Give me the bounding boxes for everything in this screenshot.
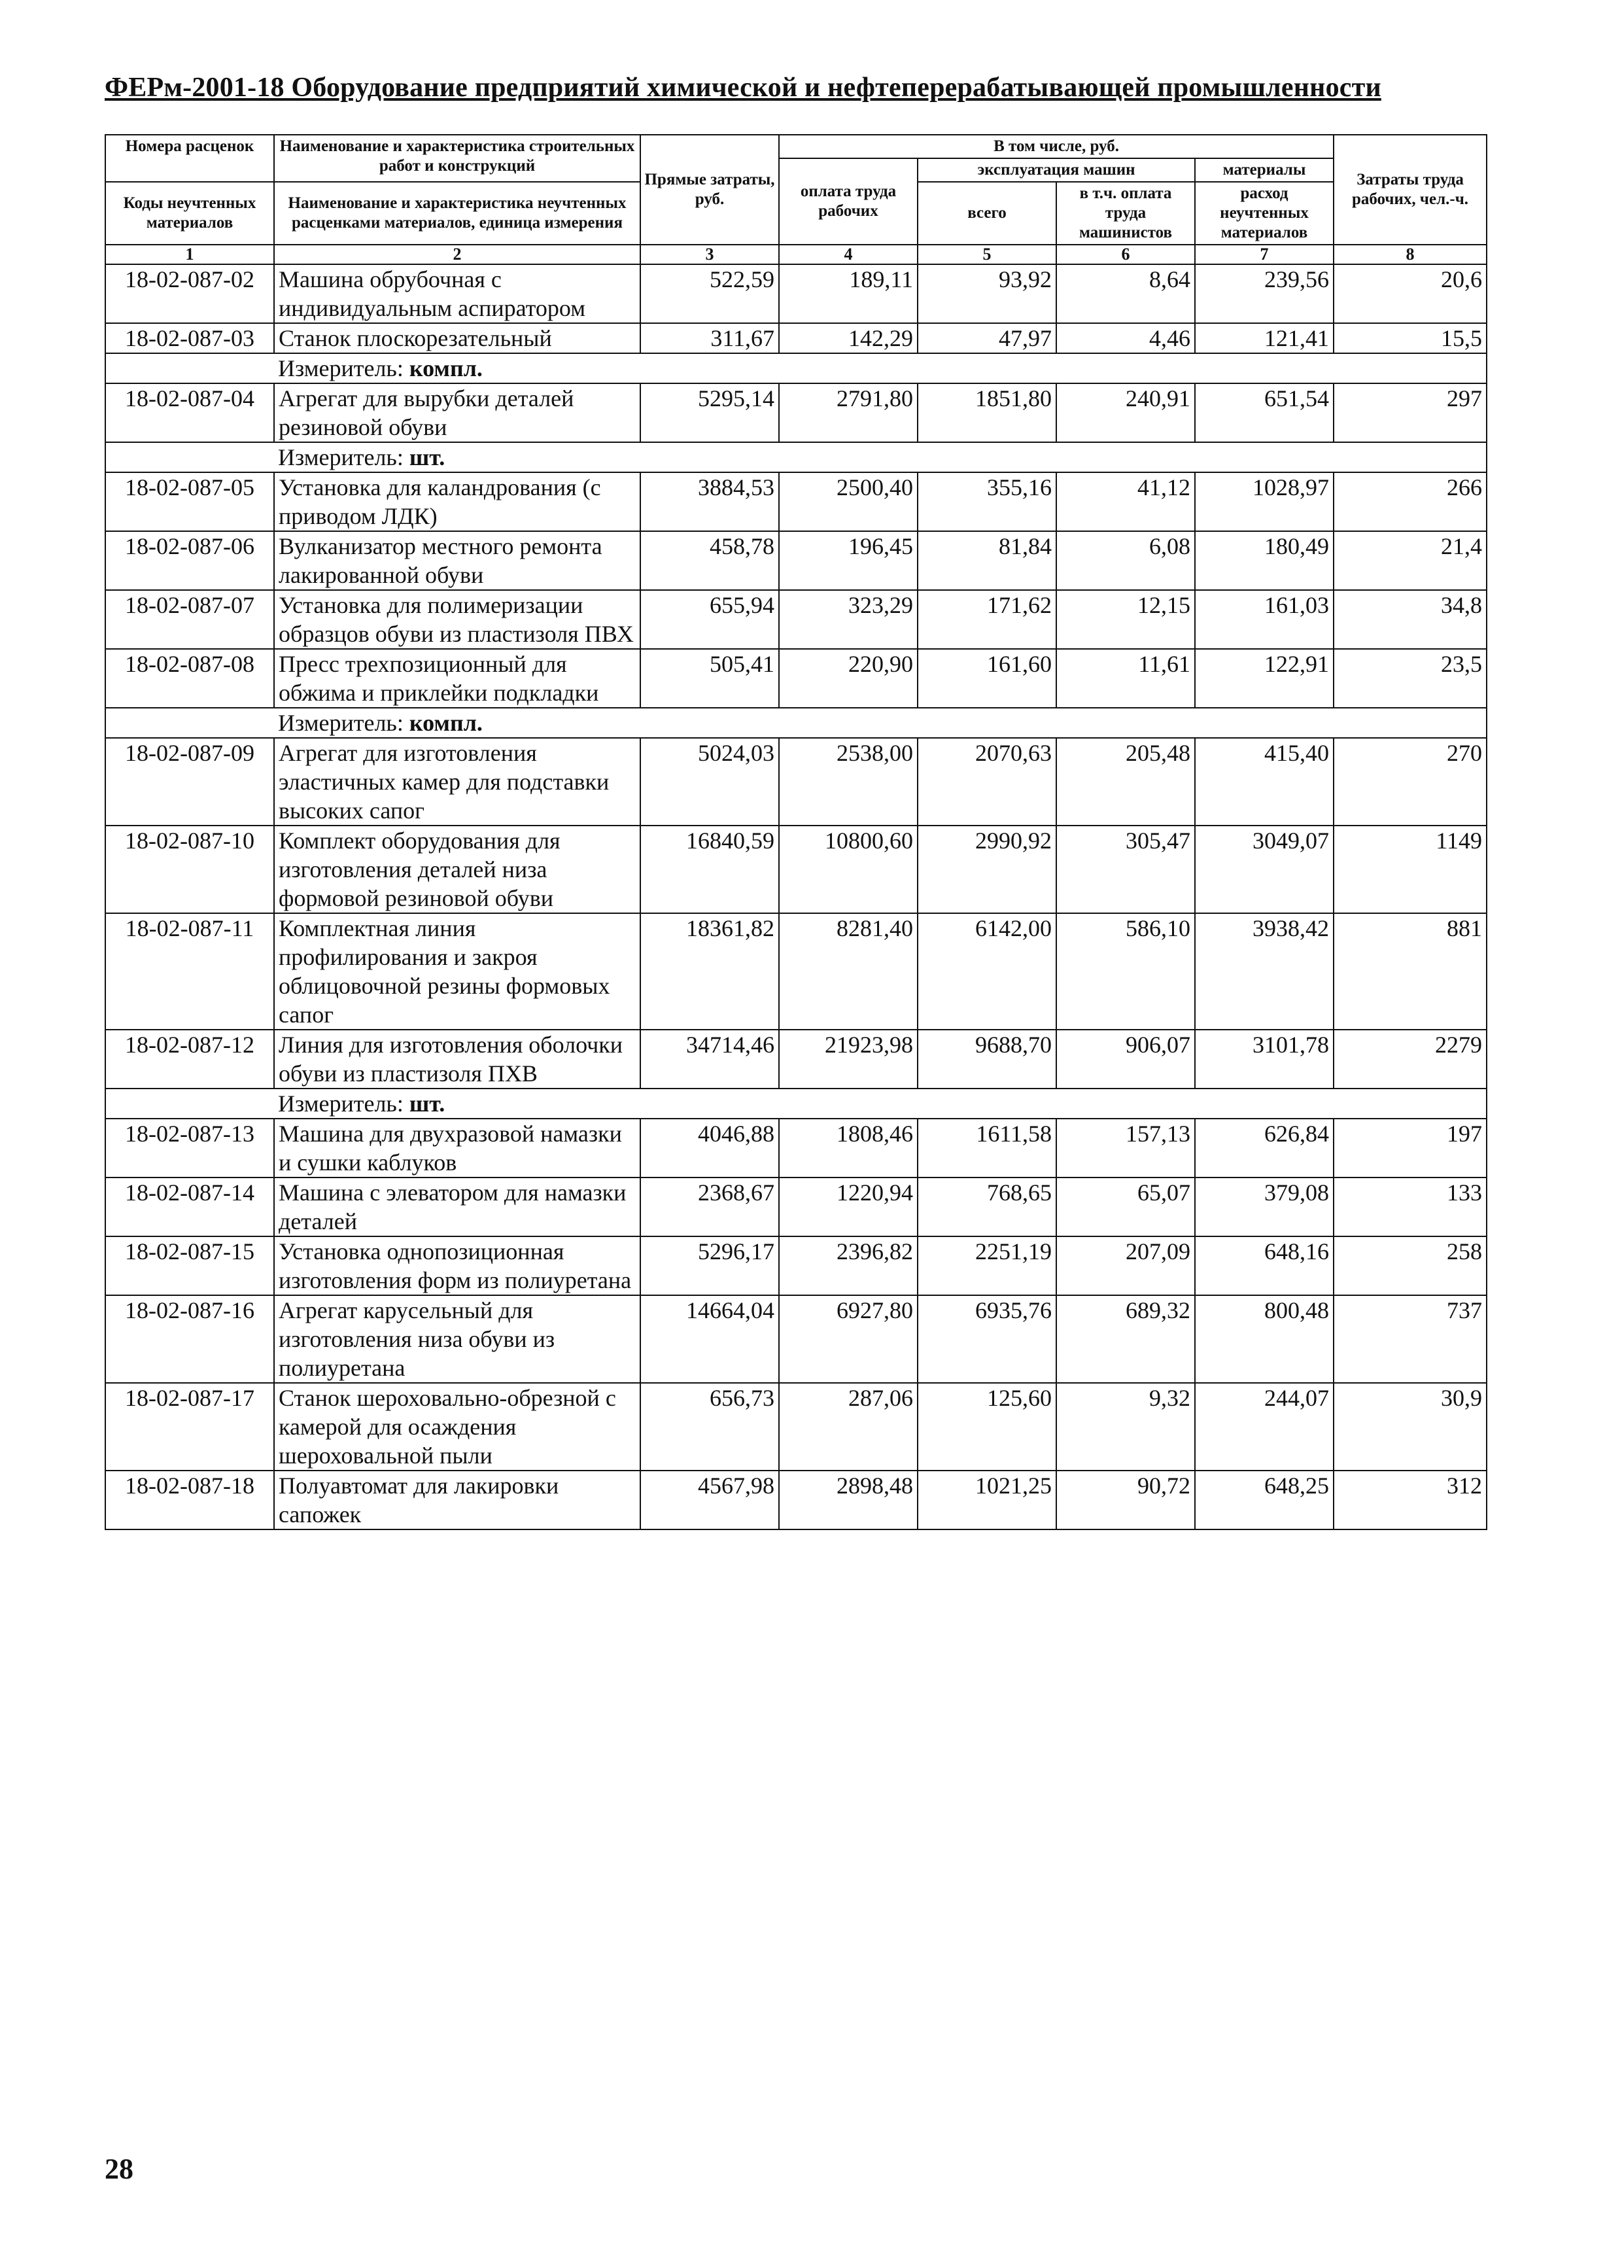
labor-hours: 15,5 (1334, 323, 1487, 353)
machines-total: 6935,76 (918, 1295, 1056, 1383)
rate-code: 18-02-087-15 (105, 1236, 274, 1295)
machines-total: 81,84 (918, 531, 1056, 590)
header-work-name: Наименование и характеристика строительных работ и конструкций (274, 135, 640, 182)
header-material-usage: расход неучтенных материалов (1195, 182, 1334, 245)
material-usage: 122,91 (1195, 649, 1334, 708)
work-name: Станок шероховально-обрезной с камерой для осаждения шероховальной пыли (274, 1383, 640, 1471)
labor-hours: 737 (1334, 1295, 1487, 1383)
material-usage: 239,56 (1195, 264, 1334, 323)
header-row-1 (105, 135, 1487, 158)
operator-pay: 157,13 (1056, 1119, 1195, 1178)
worker-pay: 189,11 (779, 264, 918, 323)
material-usage: 379,08 (1195, 1178, 1334, 1236)
machines-total: 2070,63 (918, 738, 1056, 826)
work-name: Машина для двухразовой намазки и сушки каблуков (274, 1119, 640, 1178)
unit-value: шт. (409, 1090, 445, 1117)
labor-hours: 34,8 (1334, 590, 1487, 649)
unit-label (274, 1089, 1487, 1119)
work-name: Агрегат карусельный для изготовления низа обуви из полиуретана (274, 1295, 640, 1383)
header-rate-numbers: Номера расценок (105, 135, 274, 182)
work-name: Пресс трехпозиционный для обжима и приклейки подкладки (274, 649, 640, 708)
worker-pay: 2500,40 (779, 472, 918, 531)
header-machines-total: всего (918, 182, 1056, 245)
material-usage: 3101,78 (1195, 1030, 1334, 1089)
material-usage: 1028,97 (1195, 472, 1334, 531)
material-usage: 121,41 (1195, 323, 1334, 353)
material-usage: 244,07 (1195, 1383, 1334, 1471)
header-material-name: Наименование и характеристика неучтенных расценками материалов, единица измерения (274, 182, 640, 245)
worker-pay: 287,06 (779, 1383, 918, 1471)
direct-costs: 16840,59 (640, 826, 779, 913)
material-usage: 651,54 (1195, 383, 1334, 442)
direct-costs: 656,73 (640, 1383, 779, 1471)
unit-value: компл. (409, 710, 483, 736)
labor-hours: 30,9 (1334, 1383, 1487, 1471)
rate-code: 18-02-087-07 (105, 590, 274, 649)
direct-costs: 5295,14 (640, 383, 779, 442)
machines-total: 161,60 (918, 649, 1056, 708)
direct-costs: 5296,17 (640, 1236, 779, 1295)
machines-total: 125,60 (918, 1383, 1056, 1471)
machines-total: 47,97 (918, 323, 1056, 353)
header-worker-pay: оплата труда рабочих (779, 158, 918, 245)
worker-pay: 220,90 (779, 649, 918, 708)
table-row (105, 531, 1487, 590)
direct-costs: 5024,03 (640, 738, 779, 826)
rate-code: 18-02-087-10 (105, 826, 274, 913)
rate-code: 18-02-087-12 (105, 1030, 274, 1089)
unit-value: шт. (409, 444, 445, 470)
operator-pay: 11,61 (1056, 649, 1195, 708)
table-body (105, 135, 1487, 1529)
work-name: Вулканизатор местного ремонта лакированной обуви (274, 531, 640, 590)
table-row (105, 1030, 1487, 1089)
worker-pay: 6927,80 (779, 1295, 918, 1383)
machines-total: 9688,70 (918, 1030, 1056, 1089)
operator-pay: 240,91 (1056, 383, 1195, 442)
work-name: Установка для полимеризации образцов обуви из пластизоля ПВХ (274, 590, 640, 649)
direct-costs: 522,59 (640, 264, 779, 323)
unit-value: компл. (409, 355, 483, 381)
unit-spacer (105, 353, 274, 383)
table-row (105, 649, 1487, 708)
material-usage: 415,40 (1195, 738, 1334, 826)
operator-pay: 305,47 (1056, 826, 1195, 913)
work-name: Агрегат для вырубки деталей резиновой обуви (274, 383, 640, 442)
rate-code: 18-02-087-04 (105, 383, 274, 442)
labor-hours: 881 (1334, 913, 1487, 1030)
machines-total: 1021,25 (918, 1471, 1056, 1529)
column-number-row (105, 245, 1487, 264)
operator-pay: 586,10 (1056, 913, 1195, 1030)
unit-caption: Измеритель: (278, 444, 404, 470)
column-number: 3 (640, 245, 779, 264)
operator-pay: 207,09 (1056, 1236, 1195, 1295)
worker-pay: 2538,00 (779, 738, 918, 826)
worker-pay: 2396,82 (779, 1236, 918, 1295)
unit-row (105, 1089, 1487, 1119)
table-row (105, 1471, 1487, 1529)
header-machines: эксплуатация машин (918, 158, 1195, 182)
material-usage: 648,25 (1195, 1471, 1334, 1529)
machines-total: 768,65 (918, 1178, 1056, 1236)
operator-pay: 205,48 (1056, 738, 1195, 826)
table-row (105, 383, 1487, 442)
direct-costs: 311,67 (640, 323, 779, 353)
table-row (105, 323, 1487, 353)
rate-code: 18-02-087-13 (105, 1119, 274, 1178)
table-row (105, 264, 1487, 323)
rate-code: 18-02-087-05 (105, 472, 274, 531)
table-row (105, 1119, 1487, 1178)
labor-hours: 270 (1334, 738, 1487, 826)
rate-code: 18-02-087-16 (105, 1295, 274, 1383)
operator-pay: 41,12 (1056, 472, 1195, 531)
worker-pay: 1220,94 (779, 1178, 918, 1236)
rate-code: 18-02-087-03 (105, 323, 274, 353)
table-row (105, 826, 1487, 913)
worker-pay: 2898,48 (779, 1471, 918, 1529)
operator-pay: 12,15 (1056, 590, 1195, 649)
header-direct-costs: Прямые затраты, руб. (640, 135, 779, 245)
direct-costs: 458,78 (640, 531, 779, 590)
work-name: Агрегат для изготовления эластичных камер для подставки высоких сапог (274, 738, 640, 826)
column-number: 4 (779, 245, 918, 264)
column-number: 7 (1195, 245, 1334, 264)
column-number: 8 (1334, 245, 1487, 264)
table-row (105, 1236, 1487, 1295)
rate-code: 18-02-087-09 (105, 738, 274, 826)
unit-spacer (105, 708, 274, 738)
work-name: Установка для каландрования (с приводом ЛДК) (274, 472, 640, 531)
machines-total: 171,62 (918, 590, 1056, 649)
rate-code: 18-02-087-06 (105, 531, 274, 590)
unit-row (105, 353, 1487, 383)
rate-code: 18-02-087-11 (105, 913, 274, 1030)
operator-pay: 8,64 (1056, 264, 1195, 323)
labor-hours: 21,4 (1334, 531, 1487, 590)
material-usage: 3049,07 (1195, 826, 1334, 913)
direct-costs: 4567,98 (640, 1471, 779, 1529)
header-operator-pay: в т.ч. оплата труда машинистов (1056, 182, 1195, 245)
worker-pay: 2791,80 (779, 383, 918, 442)
work-name: Полуавтомат для лакировки сапожек (274, 1471, 640, 1529)
header-materials: материалы (1195, 158, 1334, 182)
machines-total: 1851,80 (918, 383, 1056, 442)
material-usage: 161,03 (1195, 590, 1334, 649)
header-including: В том числе, руб. (779, 135, 1334, 158)
machines-total: 355,16 (918, 472, 1056, 531)
worker-pay: 1808,46 (779, 1119, 918, 1178)
labor-hours: 2279 (1334, 1030, 1487, 1089)
operator-pay: 90,72 (1056, 1471, 1195, 1529)
rates-table (105, 134, 1487, 1530)
operator-pay: 65,07 (1056, 1178, 1195, 1236)
column-number: 5 (918, 245, 1056, 264)
direct-costs: 655,94 (640, 590, 779, 649)
unit-spacer (105, 442, 274, 472)
rate-code: 18-02-087-14 (105, 1178, 274, 1236)
rate-code: 18-02-087-17 (105, 1383, 274, 1471)
column-number: 6 (1056, 245, 1195, 264)
work-name: Комплектная линия профилирования и закроя облицовочной резины формовых сапог (274, 913, 640, 1030)
direct-costs: 3884,53 (640, 472, 779, 531)
work-name: Машина обрубочная с индивидуальным аспиратором (274, 264, 640, 323)
rate-code: 18-02-087-08 (105, 649, 274, 708)
worker-pay: 142,29 (779, 323, 918, 353)
machines-total: 6142,00 (918, 913, 1056, 1030)
material-usage: 626,84 (1195, 1119, 1334, 1178)
direct-costs: 34714,46 (640, 1030, 779, 1089)
column-number: 1 (105, 245, 274, 264)
material-usage: 3938,42 (1195, 913, 1334, 1030)
material-usage: 648,16 (1195, 1236, 1334, 1295)
unit-label (274, 353, 1487, 383)
machines-total: 2251,19 (918, 1236, 1056, 1295)
labor-hours: 23,5 (1334, 649, 1487, 708)
unit-row (105, 708, 1487, 738)
labor-hours: 297 (1334, 383, 1487, 442)
direct-costs: 14664,04 (640, 1295, 779, 1383)
unit-caption: Измеритель: (278, 1090, 404, 1117)
rate-code: 18-02-087-02 (105, 264, 274, 323)
labor-hours: 197 (1334, 1119, 1487, 1178)
work-name: Машина с элеватором для намазки деталей (274, 1178, 640, 1236)
rate-code: 18-02-087-18 (105, 1471, 274, 1529)
machines-total: 2990,92 (918, 826, 1056, 913)
material-usage: 180,49 (1195, 531, 1334, 590)
worker-pay: 8281,40 (779, 913, 918, 1030)
operator-pay: 6,08 (1056, 531, 1195, 590)
operator-pay: 906,07 (1056, 1030, 1195, 1089)
worker-pay: 21923,98 (779, 1030, 918, 1089)
labor-hours: 258 (1334, 1236, 1487, 1295)
table-row (105, 1178, 1487, 1236)
direct-costs: 18361,82 (640, 913, 779, 1030)
direct-costs: 4046,88 (640, 1119, 779, 1178)
header-labor-hours: Затраты труда рабочих, чел.-ч. (1334, 135, 1487, 245)
table-row (105, 913, 1487, 1030)
unit-spacer (105, 1089, 274, 1119)
labor-hours: 20,6 (1334, 264, 1487, 323)
unit-row (105, 442, 1487, 472)
table-row (105, 590, 1487, 649)
labor-hours: 1149 (1334, 826, 1487, 913)
worker-pay: 323,29 (779, 590, 918, 649)
operator-pay: 4,46 (1056, 323, 1195, 353)
table-row (105, 472, 1487, 531)
labor-hours: 312 (1334, 1471, 1487, 1529)
work-name: Станок плоскорезательный (274, 323, 640, 353)
work-name: Линия для изготовления оболочки обуви из пластизоля ПХВ (274, 1030, 640, 1089)
unit-label (274, 708, 1487, 738)
labor-hours: 133 (1334, 1178, 1487, 1236)
column-number: 2 (274, 245, 640, 264)
labor-hours: 266 (1334, 472, 1487, 531)
page-title: ФЕРм-2001-18 Оборудование предприятий химической и нефтеперерабатывающей промышленности (105, 73, 1381, 103)
unit-caption: Измеритель: (278, 710, 404, 736)
work-name: Установка однопозиционная изготовления форм из полиуретана (274, 1236, 640, 1295)
table-row (105, 1295, 1487, 1383)
header-material-codes: Коды неучтенных материалов (105, 182, 274, 245)
machines-total: 93,92 (918, 264, 1056, 323)
work-name: Комплект оборудования для изготовления деталей низа формовой резиновой обуви (274, 826, 640, 913)
machines-total: 1611,58 (918, 1119, 1056, 1178)
material-usage: 800,48 (1195, 1295, 1334, 1383)
worker-pay: 10800,60 (779, 826, 918, 913)
direct-costs: 2368,67 (640, 1178, 779, 1236)
unit-caption: Измеритель: (278, 355, 404, 381)
unit-label (274, 442, 1487, 472)
table-row (105, 738, 1487, 826)
operator-pay: 689,32 (1056, 1295, 1195, 1383)
operator-pay: 9,32 (1056, 1383, 1195, 1471)
page-number: 28 (105, 2153, 133, 2185)
table-row (105, 1383, 1487, 1471)
direct-costs: 505,41 (640, 649, 779, 708)
worker-pay: 196,45 (779, 531, 918, 590)
